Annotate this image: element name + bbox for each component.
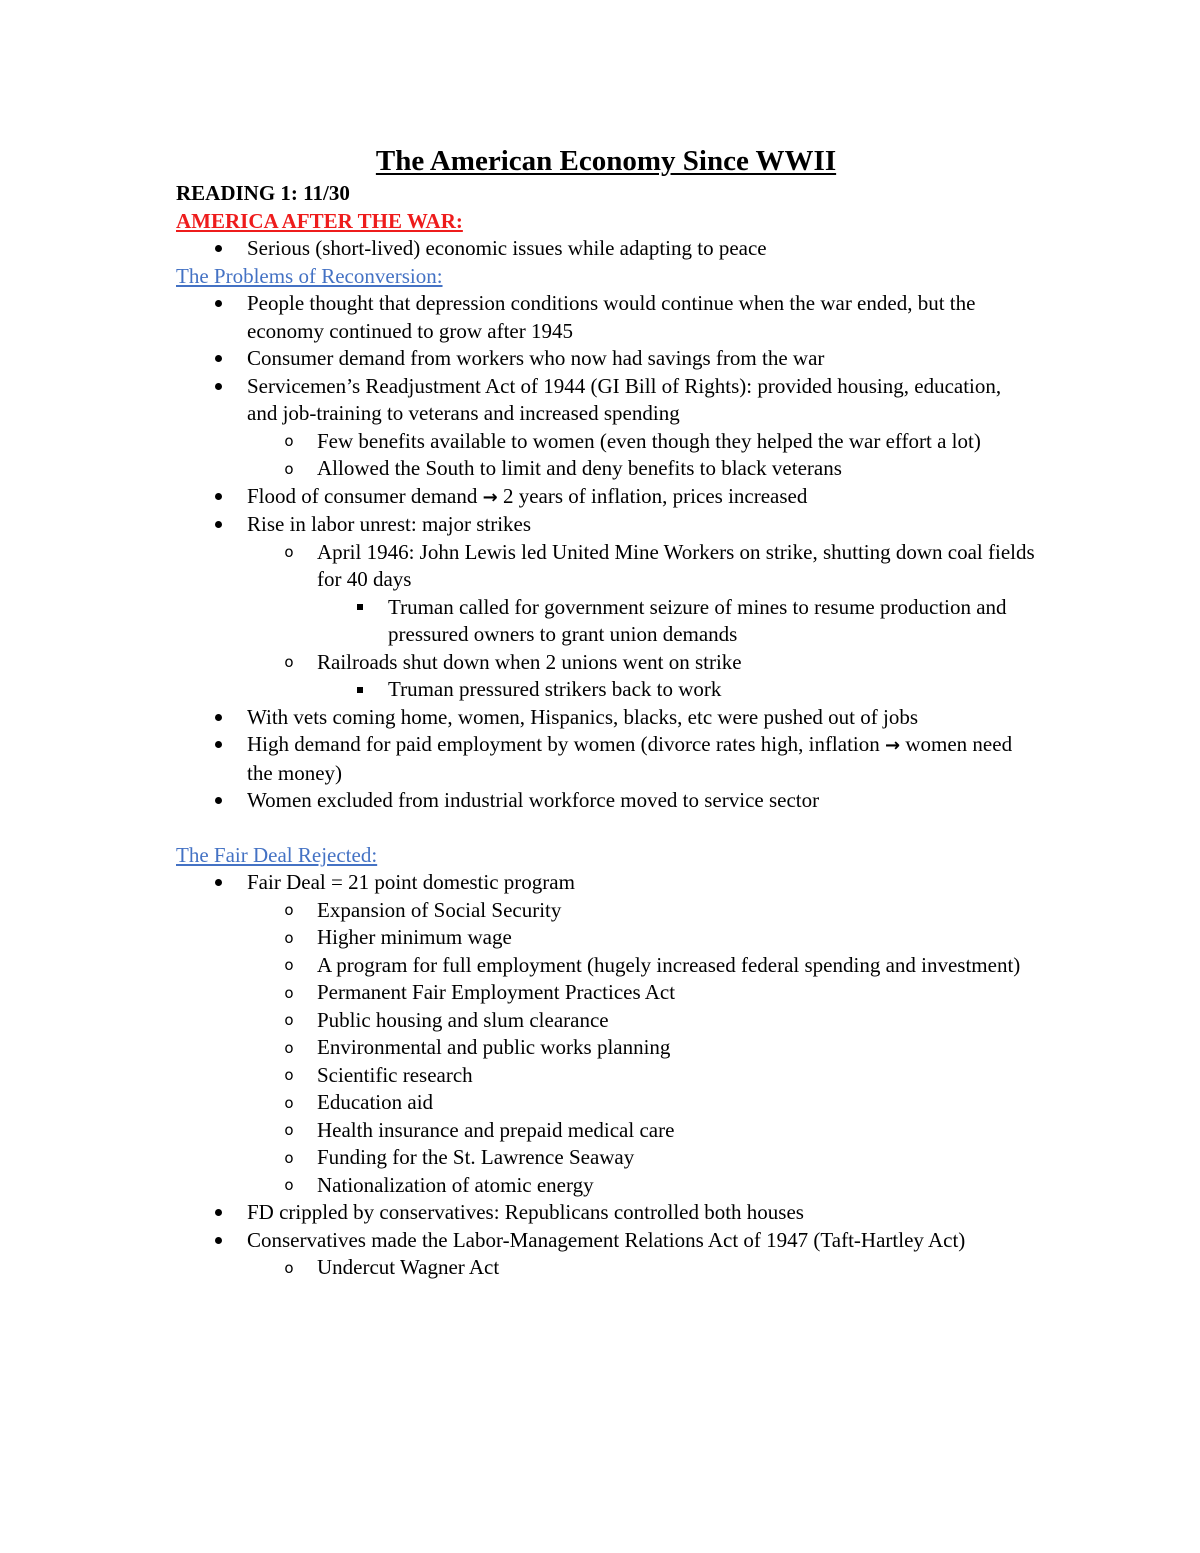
list-item — [176, 1144, 1036, 1172]
subheading-reconversion: The Problems of Reconversion: — [176, 263, 443, 288]
square-marker — [352, 676, 368, 704]
circle-marker: o — [284, 459, 294, 478]
list-item — [176, 676, 1036, 704]
bullet-marker — [210, 290, 226, 318]
list-item-text: Flood of consumer demand — [247, 483, 478, 508]
list-item — [176, 290, 1036, 345]
circle-marker: o — [284, 1066, 294, 1084]
list-item-text: Education aid — [317, 1090, 434, 1114]
list-item — [176, 539, 1036, 594]
list-item-text: Undercut Wagner Act — [317, 1255, 500, 1279]
bullet-marker — [210, 787, 226, 815]
reconversion-list — [176, 290, 1036, 815]
list-item — [176, 511, 1036, 539]
list-item-text: Servicemen’s Readjustment Act of 1944 (GI Bill of Rights): provided housing, education, and job-training to veterans and increased spending — [247, 373, 1002, 425]
bullet-marker — [210, 1199, 226, 1227]
bullet-marker — [210, 345, 226, 373]
list-item — [176, 235, 1036, 263]
circle-marker: o — [284, 653, 294, 671]
list-item-text: Permanent Fair Employment Practices Act — [317, 980, 676, 1004]
list-item-text: Conservatives made the Labor-Management Relations Act of 1947 (Taft-Hartley Act) — [247, 1227, 966, 1252]
list-item-text: Higher minimum wage — [317, 925, 512, 949]
document-body — [176, 142, 1036, 1282]
list-item-text: With vets coming home, women, Hispanics, blacks, etc were pushed out of jobs — [247, 704, 919, 729]
list-item-text: Environmental and public works planning — [317, 1035, 671, 1059]
list-item-text: Railroads shut down when 2 unions went on strike — [317, 649, 742, 674]
list-item-text: Scientific research — [317, 1062, 473, 1087]
list-item-text: Expansion of Social Security — [317, 897, 562, 922]
list-item — [176, 649, 1036, 677]
list-item-text: Serious (short-lived) economic issues while adapting to peace — [247, 236, 767, 260]
circle-marker: o — [284, 432, 294, 450]
list-item-text: Nationalization of atomic energy — [317, 1172, 594, 1197]
bullet-marker — [210, 511, 226, 539]
circle-marker: o — [284, 983, 294, 1002]
bullet-marker — [210, 373, 226, 401]
circle-marker: o — [284, 928, 294, 947]
list-item-text: Funding for the St. Lawrence Seaway — [317, 1145, 635, 1169]
list-item — [176, 1254, 1036, 1282]
list-item-text: Allowed the South to limit and deny benefits to black veterans — [317, 456, 842, 480]
list-item-text: Public housing and slum clearance — [317, 1007, 609, 1032]
bullet-marker — [210, 731, 226, 759]
list-item-text: Fair Deal = 21 point domestic program — [247, 870, 575, 894]
intro-list — [176, 235, 1036, 263]
list-item — [176, 787, 1036, 815]
list-item — [176, 1227, 1036, 1255]
list-item — [176, 455, 1036, 483]
list-item — [176, 345, 1036, 373]
document-title: The American Economy Since WWII — [375, 145, 837, 177]
list-item-text: Women excluded from industrial workforce moved to service sector — [247, 788, 820, 812]
square-marker — [352, 594, 368, 622]
section-heading: AMERICA AFTER THE WAR: — [176, 208, 463, 233]
bullet-marker — [210, 869, 226, 897]
reading-label: READING 1: 11/30 — [176, 181, 350, 205]
right-arrow-icon: → — [885, 735, 901, 756]
list-item-text: Truman pressured strikers back to work — [388, 677, 722, 701]
circle-marker: o — [284, 543, 294, 561]
list-item — [176, 869, 1036, 897]
list-item — [176, 1117, 1036, 1145]
right-arrow-icon: → — [482, 486, 498, 508]
list-item-text: A program for full employment (hugely increased federal spending and investment) — [317, 952, 1021, 977]
fair-deal-list — [176, 869, 1036, 1282]
list-item-text: People thought that depression conditions would continue when the war ended, but the economy continued to grow after 1945 — [247, 291, 976, 343]
list-item-text: Consumer demand from workers who now had savings from the war — [247, 346, 825, 370]
list-item — [176, 1089, 1036, 1117]
list-item-text: Few benefits available to women (even though they helped the war effort a lot) — [317, 428, 981, 453]
bullet-marker — [210, 1227, 226, 1255]
circle-marker: o — [284, 1176, 294, 1194]
circle-marker: o — [284, 1038, 294, 1057]
list-item — [176, 373, 1036, 428]
list-item — [176, 924, 1036, 952]
list-item-text: Truman called for government seizure of mines to resume production and pressured owners to grant union demands — [388, 594, 1007, 646]
list-item — [176, 1034, 1036, 1062]
bullet-marker — [210, 235, 226, 263]
subheading-fair-deal: The Fair Deal Rejected: — [176, 842, 378, 867]
list-item-text: Health insurance and prepaid medical care — [317, 1117, 675, 1142]
circle-marker: o — [284, 1093, 294, 1112]
list-item-text: Rise in labor unrest: major strikes — [247, 512, 532, 536]
circle-marker: o — [284, 1148, 294, 1167]
list-item — [176, 952, 1036, 980]
bullet-marker — [210, 483, 226, 511]
list-item-text: FD crippled by conservatives: Republicans controlled both houses — [247, 1200, 804, 1224]
circle-marker: o — [284, 1121, 294, 1139]
list-item-text: High demand for paid employment by women (divorce rates high, inflation — [247, 732, 880, 756]
list-item — [176, 704, 1036, 732]
list-item — [176, 1199, 1036, 1227]
list-item — [176, 1062, 1036, 1090]
list-item — [176, 979, 1036, 1007]
list-item — [176, 731, 1036, 787]
list-item — [176, 483, 1036, 512]
list-item-text: April 1946: John Lewis led United Mine Workers on strike, shutting down coal fields for 40 days — [317, 539, 1035, 591]
circle-marker: o — [284, 956, 294, 974]
list-item — [176, 897, 1036, 925]
list-item — [176, 1172, 1036, 1200]
list-item-text: women need the money) — [247, 732, 1013, 785]
circle-marker: o — [284, 1011, 294, 1029]
paragraph-spacer — [176, 815, 1036, 842]
list-item — [176, 594, 1036, 649]
list-item — [176, 1007, 1036, 1035]
bullet-marker — [210, 704, 226, 732]
circle-marker: o — [284, 901, 294, 919]
circle-marker: o — [284, 1258, 294, 1277]
list-item-text: 2 years of inflation, prices increased — [502, 483, 808, 508]
list-item — [176, 428, 1036, 456]
